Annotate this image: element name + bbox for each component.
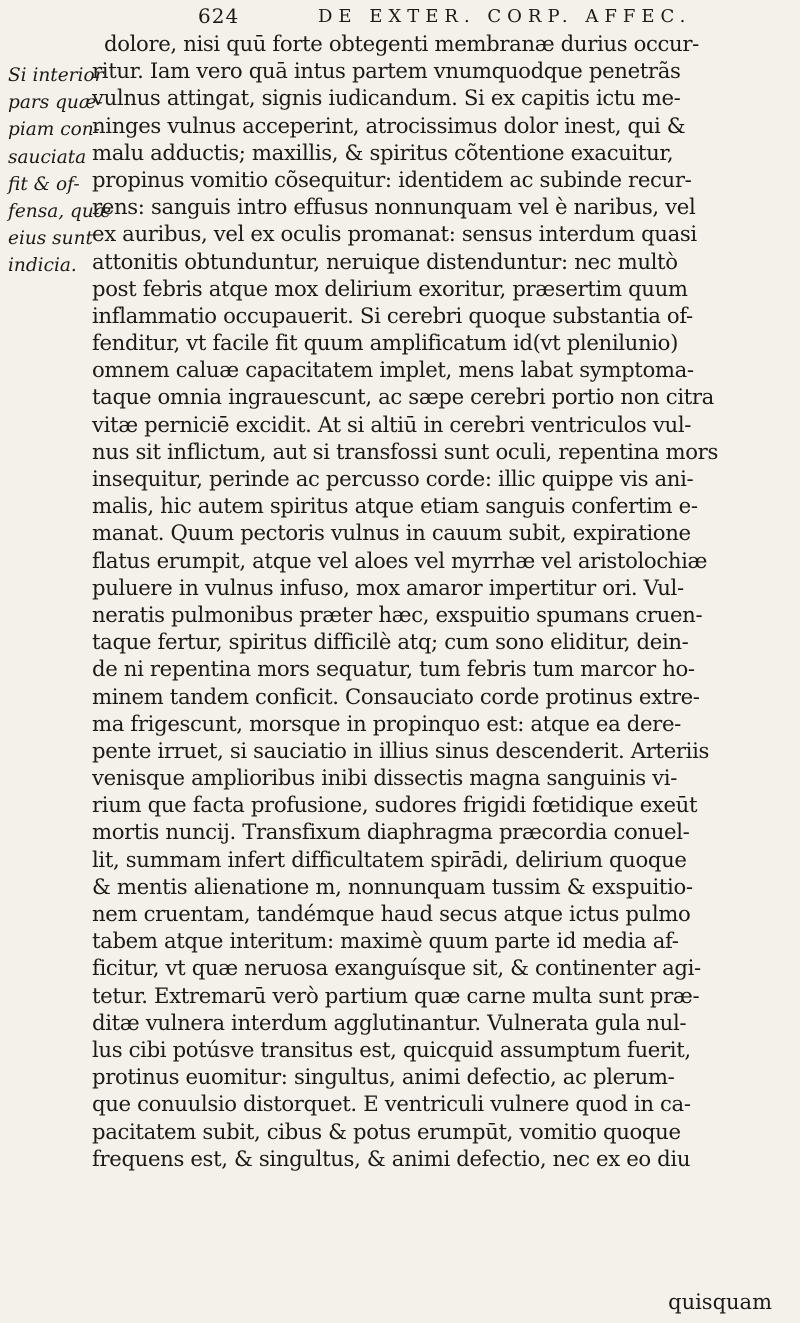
text-line: venisque amplioribus inibi dissectis magna sanguinis vi-	[92, 765, 678, 791]
marginal-note-line: eius sunt	[8, 228, 93, 250]
text-line: tabem atque interitum: maximè quum parte id media af-	[92, 928, 679, 954]
text-line: mortis nuncij. Transfixum diaphragma præcordia conuel-	[92, 819, 690, 845]
text-line: malu adductis; maxillis, & spiritus cõtentione exacuitur,	[92, 139, 674, 165]
text-line: taque fertur, spiritus difficilè atq; cum sono eliditur, dein-	[92, 629, 689, 655]
text-line: manat. Quum pectoris vulnus in cauum subit, expiratione	[92, 520, 691, 546]
text-line: neratis pulmonibus præter hæc, exspuitio spumans cruen-	[92, 601, 703, 627]
text-line: rens: sanguis intro effusus nonnunquam vel è naribus, vel	[92, 194, 696, 220]
text-line: flatus erumpit, atque vel aloes vel myrrhæ vel aristolochiæ	[92, 547, 708, 573]
marginal-note-line: piam con-	[8, 119, 100, 141]
text-line: ficitur, vt quæ neruosa exanguísque sit, & continenter agi-	[92, 955, 701, 981]
text-line: attonitis obtunduntur, neruique distenduntur: nec multò	[92, 248, 678, 274]
running-title: DE EXTER. CORP. AFFEC.	[318, 6, 692, 27]
text-line: lus cibi potúsve transitus est, quicquid assumptum fuerit,	[92, 1036, 691, 1062]
text-line: dolore, nisi quū forte obtegenti membranæ durius occur-	[104, 31, 699, 56]
text-line: ritur. Iam vero quā intus partem vnumquodque penetrãs	[92, 58, 681, 84]
text-line: que conuulsio distorquet. E ventriculi vulnere quod in ca-	[92, 1091, 691, 1117]
text-line: malis, hic autem spiritus atque etiam sanguis confertim e-	[92, 493, 698, 519]
text-line: vitæ perniciē excidit. At si altiū in cerebri ventriculos vul-	[92, 411, 692, 437]
text-line: puluere in vulnus infuso, mox amaror impertitur ori. Vul-	[92, 574, 684, 600]
text-line: minem tandem conficit. Consauciato corde protinus extre-	[92, 683, 700, 709]
marginal-note	[8, 62, 112, 280]
text-line: pacitatem subit, cibus & potus erumpūt, vomitio quoque	[92, 1118, 681, 1144]
page-number: 624	[198, 4, 240, 28]
text-line: post febris atque mox delirium exoritur, præsertim quum	[92, 275, 688, 301]
text-line: frequens est, & singultus, & animi defectio, nec ex eo diu	[92, 1145, 691, 1171]
marginal-note-line: Si interior	[8, 65, 104, 86]
text-line: nem cruentam, tandémque haud secus atque ictus pulmo	[92, 901, 691, 926]
text-line: lit, summam infert difficultatem spirādi, delirium quoque	[92, 846, 687, 872]
text-line: nus sit inflictum, aut si transfossi sunt oculi, repentina mors	[92, 438, 718, 464]
catchword: quisquam	[668, 1290, 772, 1314]
marginal-note-line: indicia.	[8, 255, 77, 277]
text-line: pente irruet, si sauciatio in illius sinus descenderit. Arteriis	[92, 737, 710, 763]
text-line: de ni repentina mors sequatur, tum febris tum marcor ho-	[92, 656, 695, 682]
text-line: omnem caluæ capacitatem implet, mens labat symptoma-	[92, 357, 694, 383]
text-line: tetur. Extremarū verò partium quæ carne multa sunt præ-	[92, 982, 700, 1008]
text-line: ditæ vulnera interdum agglutinantur. Vulnerata gula nul-	[92, 1009, 687, 1035]
text-line: rium que facta profusione, sudores frigidi fœtidique exeūt	[92, 792, 698, 818]
text-line: ninges vulnus acceperint, atrocissimus dolor inest, qui &	[92, 112, 686, 138]
text-line: propinus vomitio cõsequitur: identidem ac subinde recur-	[92, 166, 692, 192]
text-line: fenditur, vt facile fit quum amplificatum id(vt plenilunio)	[92, 330, 679, 356]
main-text	[92, 30, 792, 1172]
marginal-note-line: sauciata	[8, 146, 87, 168]
text-line: insequitur, perinde ac percusso corde: illic quippe vis ani-	[92, 466, 694, 491]
marginal-note-line: fensa, quæ	[8, 200, 112, 222]
text-line: & mentis alienatione m, nonnunquam tussim & exspuitio-	[92, 873, 693, 899]
text-line: vulnus attingat, signis iudicandum. Si ex capitis ictu me-	[92, 85, 681, 111]
text-line: ex auribus, vel ex oculis promanat: sensus interdum quasi	[92, 221, 697, 247]
text-line: protinus euomitur: singultus, animi defectio, ac plerum-	[92, 1064, 675, 1090]
marginal-note-line: pars quæ-	[8, 92, 103, 114]
text-line: ma frigescunt, morsque in propinquo est: atque ea dere-	[92, 710, 681, 736]
text-line: taque omnia ingrauescunt, ac sæpe cerebri portio non citra	[92, 384, 714, 410]
marginal-note-line: fit & of-	[8, 173, 80, 195]
text-line: inflammatio occupauerit. Si cerebri quoque substantia of-	[92, 302, 693, 328]
